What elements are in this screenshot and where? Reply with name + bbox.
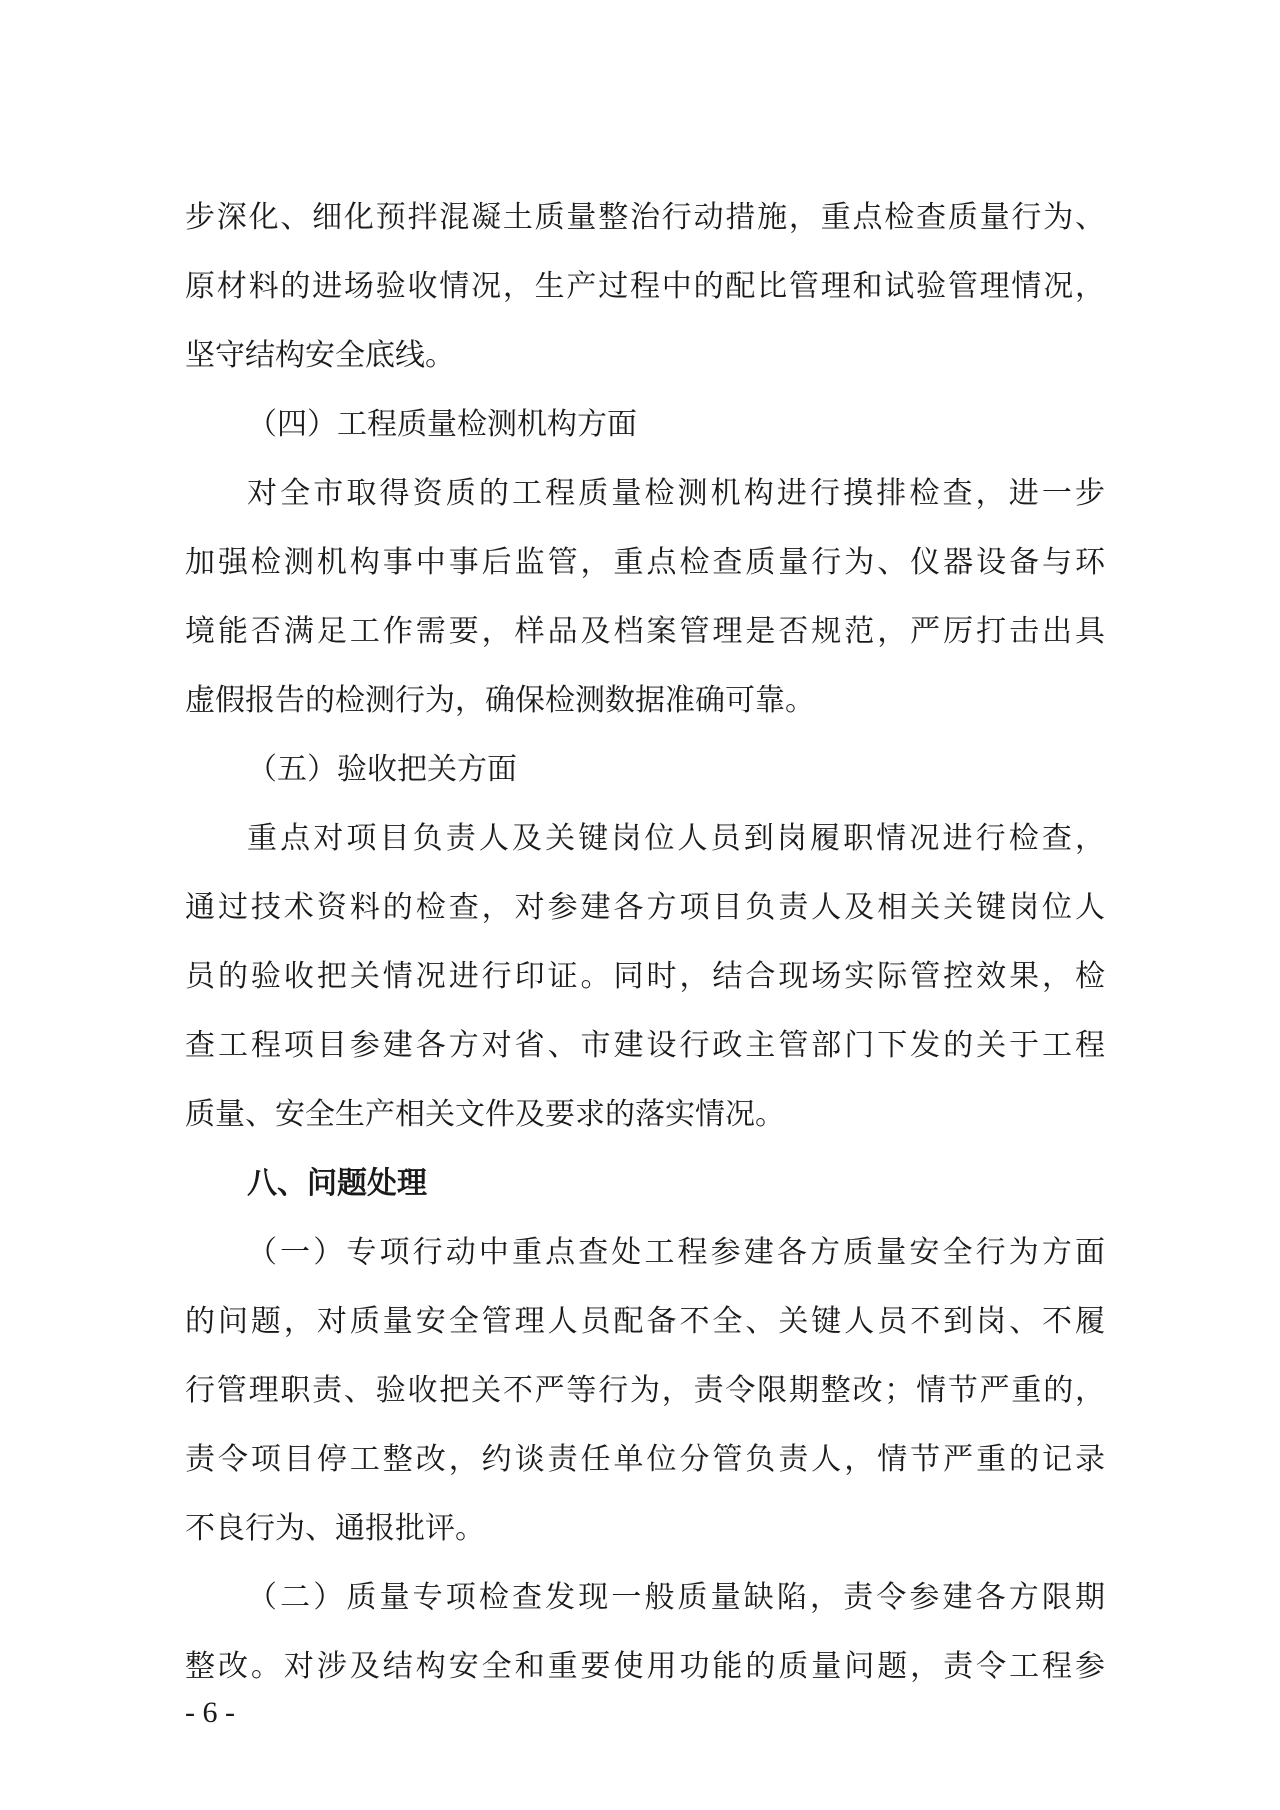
body-line: 责令项目停工整改，约谈责任单位分管负责人，情节严重的记录 [185, 1442, 1105, 1477]
body-line: 的问题，对质量安全管理人员配备不全、关键人员不到岗、不履 [185, 1304, 1105, 1339]
section-heading-5: （五）验收把关方面 [247, 752, 517, 787]
body-line: 不良行为、通报批评。 [185, 1511, 485, 1546]
section-heading-4: （四）工程质量检测机构方面 [247, 407, 637, 442]
body-line: 加强检测机构事中事后监管，重点检查质量行为、仪器设备与环 [185, 545, 1105, 580]
body-line: 员的验收把关情况进行印证。同时，结合现场实际管控效果，检 [185, 959, 1105, 994]
body-line: 虚假报告的检测行为，确保检测数据准确可靠。 [185, 683, 815, 718]
body-line: （一）专项行动中重点查处工程参建各方质量安全行为方面 [247, 1235, 1105, 1270]
body-line: 坚守结构安全底线。 [185, 338, 455, 373]
body-line: 原材料的进场验收情况，生产过程中的配比管理和试验管理情况， [185, 269, 1105, 304]
body-line: 查工程项目参建各方对省、市建设行政主管部门下发的关于工程 [185, 1028, 1105, 1063]
chapter-heading-8: 八、问题处理 [247, 1166, 427, 1201]
body-line: 行管理职责、验收把关不严等行为，责令限期整改；情节严重的， [185, 1373, 1105, 1408]
body-line: 境能否满足工作需要，样品及档案管理是否规范，严厉打击出具 [185, 614, 1105, 649]
body-line: 通过技术资料的检查，对参建各方项目负责人及相关关键岗位人 [185, 890, 1105, 925]
body-line: 质量、安全生产相关文件及要求的落实情况。 [185, 1097, 785, 1132]
body-line: 整改。对涉及结构安全和重要使用功能的质量问题，责令工程参 [185, 1649, 1105, 1684]
page-number: - 6 - [185, 1696, 235, 1729]
body-line: （二）质量专项检查发现一般质量缺陷，责令参建各方限期 [247, 1580, 1105, 1615]
body-line: 重点对项目负责人及关键岗位人员到岗履职情况进行检查， [247, 821, 1105, 856]
body-line: 对全市取得资质的工程质量检测机构进行摸排检查，进一步 [247, 476, 1105, 511]
body-line: 步深化、细化预拌混凝土质量整治行动措施，重点检查质量行为、 [185, 200, 1105, 235]
